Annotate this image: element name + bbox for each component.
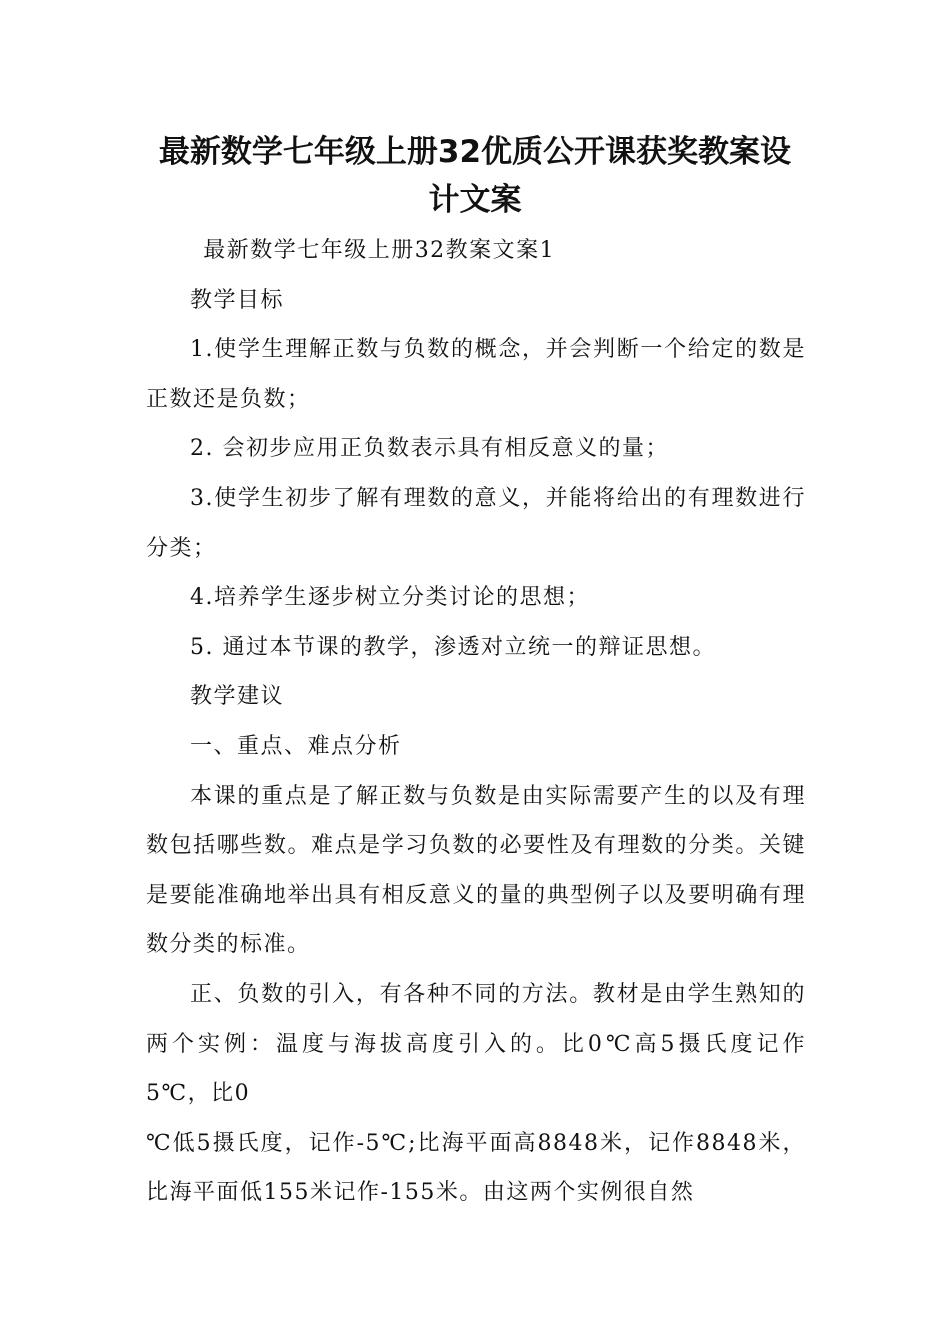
heading-teaching-goals: 教学目标 [190,287,285,313]
goal-item-1: 1.使学生理解正数与负数的概念，并会判断一个给定的数是正数还是负数； [146,337,806,412]
paragraph-introduction: 正、负数的引入，有各种不同的方法。教材是由学生熟知的两个实例：温度与海拔高度引入的。比0℃高5摄氏度记作5℃，比0 [146,981,806,1107]
goal-item-4: 4.培养学生逐步树立分类讨论的思想； [190,585,590,611]
section-subtitle: 最新数学七年级上册32教案文案1 [203,238,556,263]
document-body [146,226,806,1218]
document-title: 最新数学七年级上册32优质公开课获奖教案设计文案 [158,134,792,218]
heading-teaching-suggestions: 教学建议 [190,684,285,710]
goal-item-5: 5. 通过本节课的教学，渗透对立统一的辩证思想。 [190,634,716,660]
goal-item-3: 3.使学生初步了解有理数的意义，并能将给出的有理数进行分类； [146,485,806,561]
goal-item-2: 2. 会初步应用正负数表示具有相反意义的量； [190,436,669,462]
paragraph-key-points: 本课的重点是了解正数与负数是由实际需要产生的以及有理数包括哪些数。难点是学习负数的必要性及有理数的分类。关键是要能准确地举出具有相反意义的量的典型例子以及要明确有理数分类的标准。 [146,783,806,958]
heading-key-points: 一、重点、难点分析 [190,733,402,759]
paragraph-continuation: ℃低5摄氏度，记作-5℃;比海平面高8848米，记作8848米，比海平面低155米记作-155米。由这两个实例很自然 [146,1130,806,1206]
